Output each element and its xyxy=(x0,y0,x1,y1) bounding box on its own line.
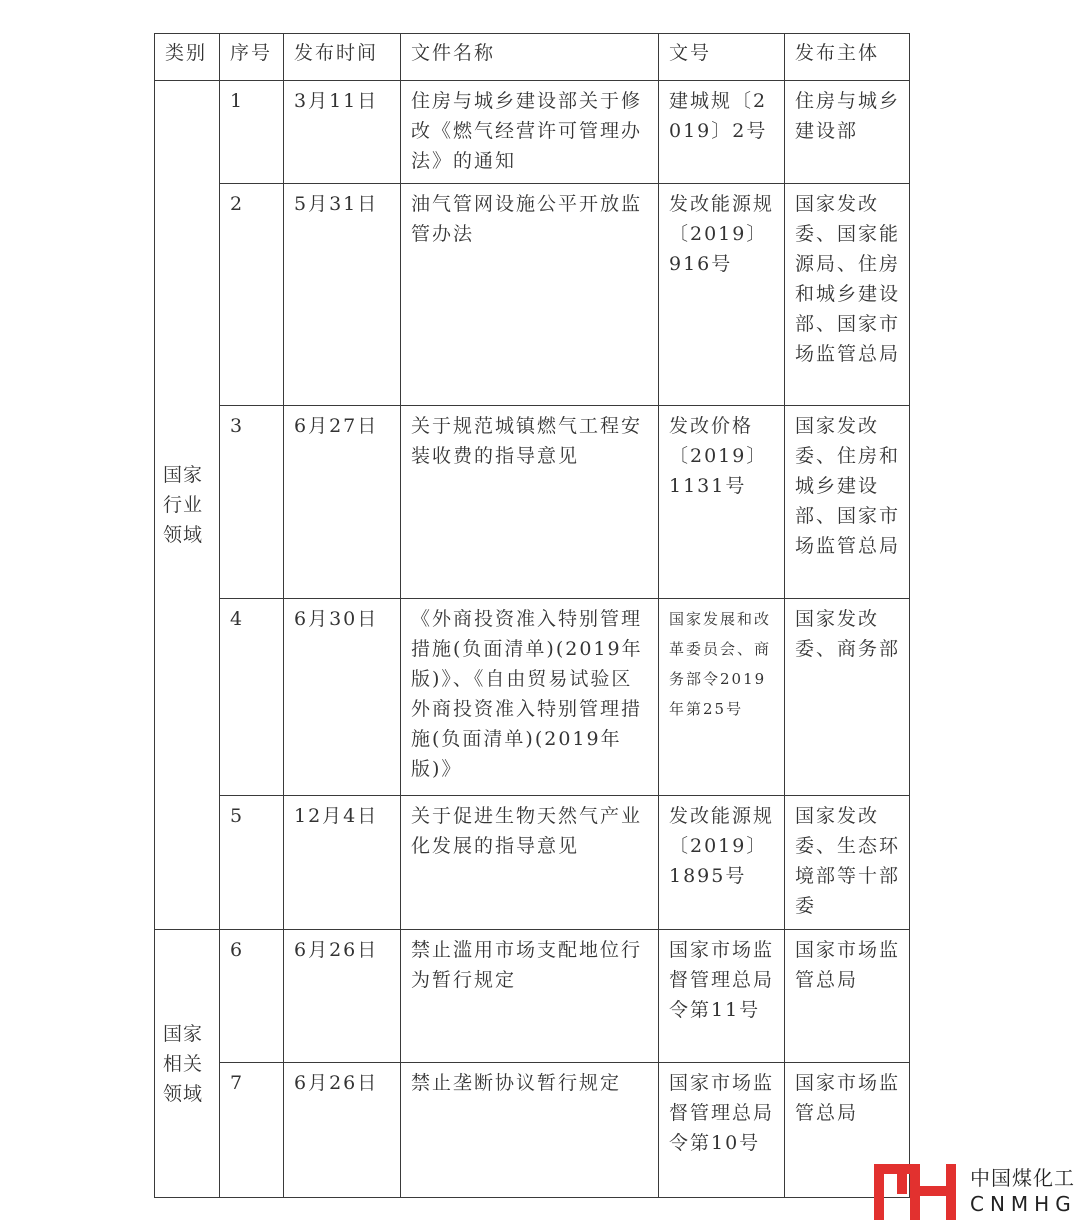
row-date: 5月31日 xyxy=(284,184,401,406)
row-issuer: 国家发改委、生态环境部等十部委 xyxy=(785,796,910,930)
row-issuer: 国家发改委、商务部 xyxy=(785,599,910,796)
table-row xyxy=(155,81,910,184)
category-cell: 国家行业领域 xyxy=(155,81,220,930)
row-document-name: 住房与城乡建设部关于修改《燃气经营许可管理办法》的通知 xyxy=(401,81,659,184)
table-row xyxy=(155,930,910,1063)
row-date: 6月30日 xyxy=(284,599,401,796)
table-row xyxy=(155,406,910,599)
row-document-name: 禁止垄断协议暂行规定 xyxy=(401,1063,659,1198)
table-row xyxy=(155,1063,910,1198)
table-row xyxy=(155,184,910,406)
row-document-number: 国家市场监督管理总局令第10号 xyxy=(659,1063,785,1198)
row-number: 4 xyxy=(220,599,284,796)
row-date: 6月26日 xyxy=(284,930,401,1063)
watermark-en-text: CNMHG xyxy=(970,1192,1077,1216)
row-document-name: 禁止滥用市场支配地位行为暂行规定 xyxy=(401,930,659,1063)
row-date: 12月4日 xyxy=(284,796,401,930)
table-header-row xyxy=(155,34,910,81)
row-number: 2 xyxy=(220,184,284,406)
row-document-name: 关于规范城镇燃气工程安装收费的指导意见 xyxy=(401,406,659,599)
row-issuer: 国家市场监管总局 xyxy=(785,1063,910,1198)
row-document-number: 发改能源规〔2019〕916号 xyxy=(659,184,785,406)
table-row xyxy=(155,796,910,930)
header-issuer: 发布主体 xyxy=(785,34,910,81)
watermark-logo-icon xyxy=(872,1160,960,1222)
row-number: 7 xyxy=(220,1063,284,1198)
row-document-name: 关于促进生物天然气产业化发展的指导意见 xyxy=(401,796,659,930)
header-document-name: 文件名称 xyxy=(401,34,659,81)
row-document-number: 建城规〔2019〕2号 xyxy=(659,81,785,184)
regulation-table xyxy=(154,33,910,1198)
row-document-name: 油气管网设施公平开放监管办法 xyxy=(401,184,659,406)
row-document-name: 《外商投资准入特别管理措施(负面清单)(2019年版)》、《自由贸易试验区外商投资准入特别管理措施(负面清单)(2019年版)》 xyxy=(401,599,659,796)
row-issuer: 国家发改委、住房和城乡建设部、国家市场监管总局 xyxy=(785,406,910,599)
watermark xyxy=(872,1160,1077,1222)
row-number: 3 xyxy=(220,406,284,599)
row-number: 6 xyxy=(220,930,284,1063)
row-document-number: 国家发展和改革委员会、商务部令2019年第25号 xyxy=(659,599,785,796)
row-date: 6月26日 xyxy=(284,1063,401,1198)
table-row xyxy=(155,599,910,796)
row-issuer: 国家市场监管总局 xyxy=(785,930,910,1063)
row-issuer: 国家发改委、国家能源局、住房和城乡建设部、国家市场监管总局 xyxy=(785,184,910,406)
header-category: 类别 xyxy=(155,34,220,81)
watermark-cn-text: 中国煤化工 xyxy=(970,1166,1075,1190)
header-date: 发布时间 xyxy=(284,34,401,81)
row-document-number: 发改价格〔2019〕1131号 xyxy=(659,406,785,599)
row-number: 5 xyxy=(220,796,284,930)
header-document-number: 文号 xyxy=(659,34,785,81)
header-number: 序号 xyxy=(220,34,284,81)
row-date: 6月27日 xyxy=(284,406,401,599)
row-number: 1 xyxy=(220,81,284,184)
row-issuer: 住房与城乡建设部 xyxy=(785,81,910,184)
category-cell: 国家相关领域 xyxy=(155,930,220,1198)
row-document-number: 国家市场监督管理总局令第11号 xyxy=(659,930,785,1063)
row-document-number: 发改能源规〔2019〕1895号 xyxy=(659,796,785,930)
row-date: 3月11日 xyxy=(284,81,401,184)
